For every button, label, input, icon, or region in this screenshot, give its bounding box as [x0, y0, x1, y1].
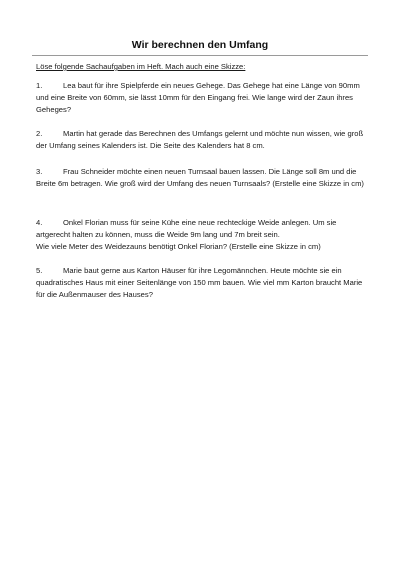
- task-3: [36, 166, 366, 190]
- task-5: [36, 265, 366, 302]
- task-5-number: 5.: [36, 266, 43, 275]
- task-1-text: Lea baut für ihre Spielpferde ein neues Gehege. Das Gehege hat eine Länge von 90mm und eine Breite von 60mm, sie lässt 10mm für den Eingang frei. Wie lange wird der Zaun ihres Geheges?: [36, 81, 360, 115]
- instruction-text: Löse folgende Sachaufgaben im Heft. Mach auch eine Skizze:: [36, 62, 246, 71]
- task-5-text: Marie baut gerne aus Karton Häuser für ihre Legomännchen. Heute möchte sie ein quadratisches Haus mit einer Seitenlänge von 150 mm bauen. Wie viel mm Karton braucht Marie für die Außenmauser des Hauses?: [36, 266, 363, 300]
- task-4-text: Onkel Florian muss für seine Kühe eine neue rechteckige Weide anlegen. Um sie artgerecht halten zu können, muss die Weide 9m lang und 7m breit sein.: [36, 218, 337, 240]
- task-3-text: Frau Schneider möchte einen neuen Turnsaal bauen lassen. Die Länge soll 8m und die Breite 6m betragen. Wie groß wird der Umfang des neuen Turnsaals? (Erstelle eine Skizze in cm): [36, 167, 364, 189]
- task-4-question: Wie viele Meter des Weidezauns benötigt Onkel Florian? (Erstelle eine Skizze in cm): [36, 242, 321, 252]
- task-4-number: 4.: [36, 218, 43, 227]
- task-2-number: 2.: [36, 129, 43, 138]
- page-title: Wir berechnen den Umfang: [131, 39, 269, 51]
- task-1-number: 1.: [36, 81, 43, 90]
- title-divider: [32, 55, 368, 56]
- task-2-text: Martin hat gerade das Berechnen des Umfangs gelernt und möchte nun wissen, wie groß der Umfang seines Kalenders ist. Die Seite des Kalenders hat 8 cm.: [36, 129, 364, 151]
- task-3-number: 3.: [36, 167, 43, 176]
- task-2: [36, 128, 366, 152]
- task-4: [36, 217, 366, 254]
- task-1: [36, 80, 366, 117]
